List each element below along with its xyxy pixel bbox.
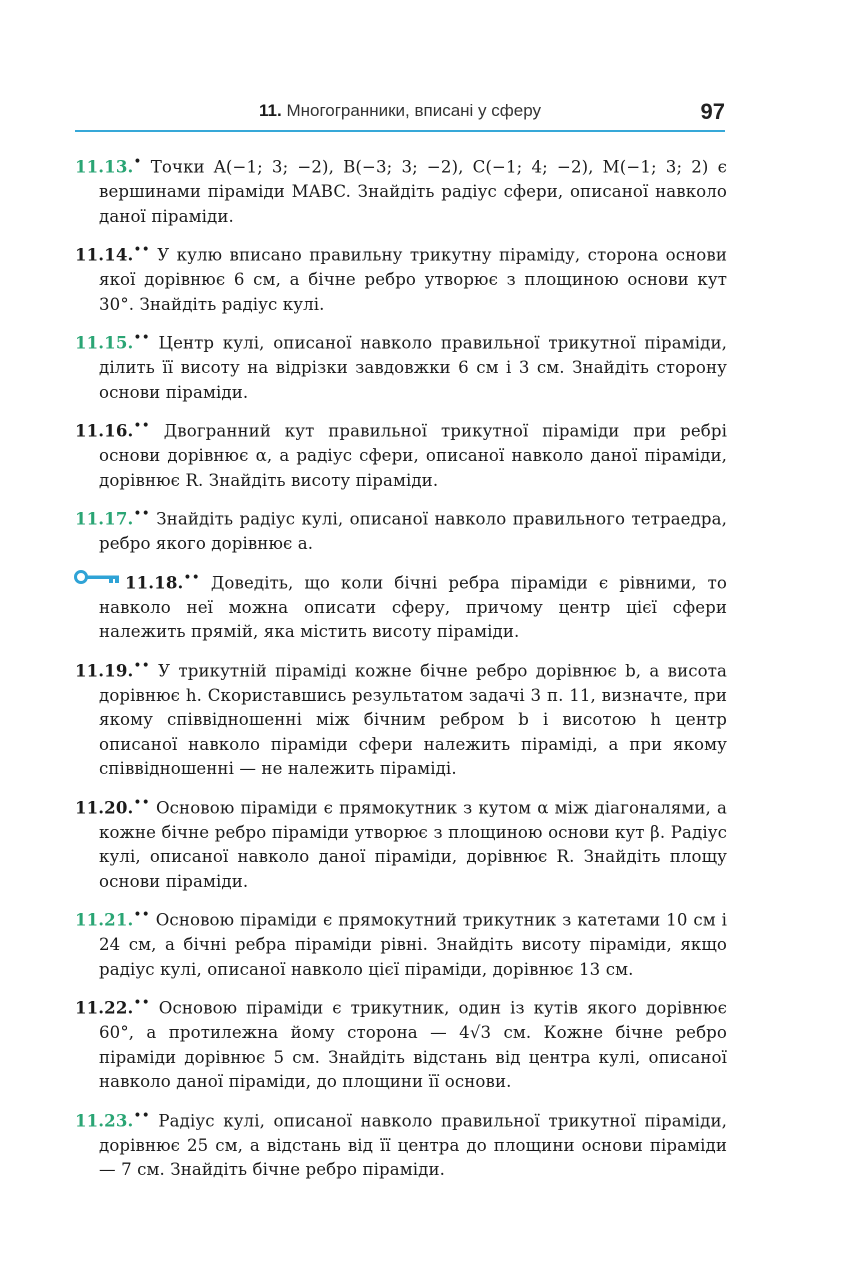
problem-text: Основою піраміди є прямокутник з кутом α між діагоналями, а кожне бічне ребро піраміди утворює з площиною основи кут β. Радіус кулі, описаної навколо даної піраміди, дорівнює R. Знайдіть площу основи піраміди. <box>99 798 728 891</box>
problem-number: 11.19. <box>75 660 134 681</box>
problem-text: Центр кулі, описаної навколо правильної трикутної піраміди, ділить її висоту на відрізки завдовжки 6 см і 3 см. Знайдіть сторону основи піраміди. <box>99 333 727 402</box>
problem-number: 11.23. <box>75 1110 134 1131</box>
difficulty-mark: •• <box>133 657 150 674</box>
difficulty-mark: •• <box>133 242 150 259</box>
problem-11-18 <box>75 566 727 645</box>
problem-11-16 <box>75 414 727 493</box>
problem-number: 11.21. <box>75 909 134 930</box>
difficulty-mark: •• <box>133 995 150 1012</box>
difficulty-mark: •• <box>133 794 150 811</box>
difficulty-mark: •• <box>133 418 150 435</box>
problem-text: Двогранний кут правильної трикутної піраміди при ребрі основи дорівнює α, а радіус сфери, описаної навколо даної піраміди, дорівнює R. Знайдіть висоту піраміди. <box>99 421 728 490</box>
problem-11-23 <box>75 1104 727 1183</box>
difficulty-mark: •• <box>183 569 200 586</box>
problem-11-13 <box>75 150 727 229</box>
chapter-heading <box>75 101 725 121</box>
chapter-title: Многогранники, вписані у сферу <box>286 101 541 120</box>
problem-11-22 <box>75 991 727 1095</box>
problem-11-15 <box>75 326 727 405</box>
problem-text: Основою піраміди є прямокутний трикутник з катетами 10 см і 24 см, а бічні ребра піраміди рівні. Знайдіть висоту піраміди, якщо радіус кулі, описаної навколо цієї піраміди, дорівнює 13 см. <box>99 910 728 979</box>
problem-number: 11.18. <box>125 572 184 593</box>
problem-11-14 <box>75 238 727 317</box>
key-icon <box>73 569 121 585</box>
problem-11-21 <box>75 903 727 982</box>
problem-text: Доведіть, що коли бічні ребра піраміди є рівними, то навколо неї можна описати сферу, причому центр цієї сфери належить прямій, яка містить висоту піраміди. <box>99 573 727 642</box>
problem-text: Знайдіть радіус кулі, описаної навколо правильного тетраедра, ребро якого дорівнює a. <box>99 509 728 554</box>
problem-text: Точки A(−1; 3; −2), B(−3; 3; −2), C(−1; 4; −2), M(−1; 3; 2) є вершинами піраміди MABC. Знайдіть радіус сфери, описаної навколо даної піраміди. <box>99 157 727 226</box>
problem-11-19 <box>75 654 727 782</box>
problem-number: 11.17. <box>75 508 134 529</box>
problem-text: Основою піраміди є трикутник, один із кутів якого дорівнює 60°, а протилежна йому сторона — 4√3 см. Кожне бічне ребро піраміди дорівнює 5 см. Знайдіть відстань від центра кулі, описаної навколо даної піраміди, до площини її основи. <box>99 998 728 1092</box>
problem-number: 11.13. <box>75 156 134 177</box>
problem-text: У трикутній піраміді кожне бічне ребро дорівнює b, а висота дорівнює h. Скориставшись результатом задачі 3 п. 11, визначте, при якому співвідношенні між бічним ребром b і висотою h центр описаної навколо піраміди сфери належить піраміді, а при якому співвідношенні — не належить піраміді. <box>99 661 727 779</box>
problem-number: 11.22. <box>75 997 134 1018</box>
problem-11-20 <box>75 791 727 895</box>
key-problem-wrapper <box>75 566 727 645</box>
difficulty-mark: •• <box>133 907 150 924</box>
difficulty-mark: • <box>133 154 142 170</box>
problem-number: 11.16. <box>75 420 134 441</box>
problem-text: Радіус кулі, описаної навколо правильної трикутної піраміди, дорівнює 25 см, а відстань від її центра до площини основи піраміди — 7 см. Знайдіть бічне ребро піраміди. <box>99 1111 727 1180</box>
problem-number: 11.20. <box>75 797 134 818</box>
difficulty-mark: •• <box>133 330 150 347</box>
problem-text: У кулю вписано правильну трикутну піраміду, сторона основи якої дорівнює 6 см, а бічне ребро утворює з площиною основи кут 30°. Знайдіть радіус кулі. <box>99 245 727 314</box>
difficulty-mark: •• <box>133 506 150 523</box>
problem-list <box>75 150 727 1192</box>
problem-number: 11.15. <box>75 332 134 353</box>
page-number: 97 <box>700 99 725 124</box>
problem-11-17 <box>75 502 727 557</box>
chapter-number: 11. <box>259 101 282 120</box>
running-header <box>75 100 725 132</box>
difficulty-mark: •• <box>133 1107 150 1124</box>
problem-number: 11.14. <box>75 244 134 265</box>
